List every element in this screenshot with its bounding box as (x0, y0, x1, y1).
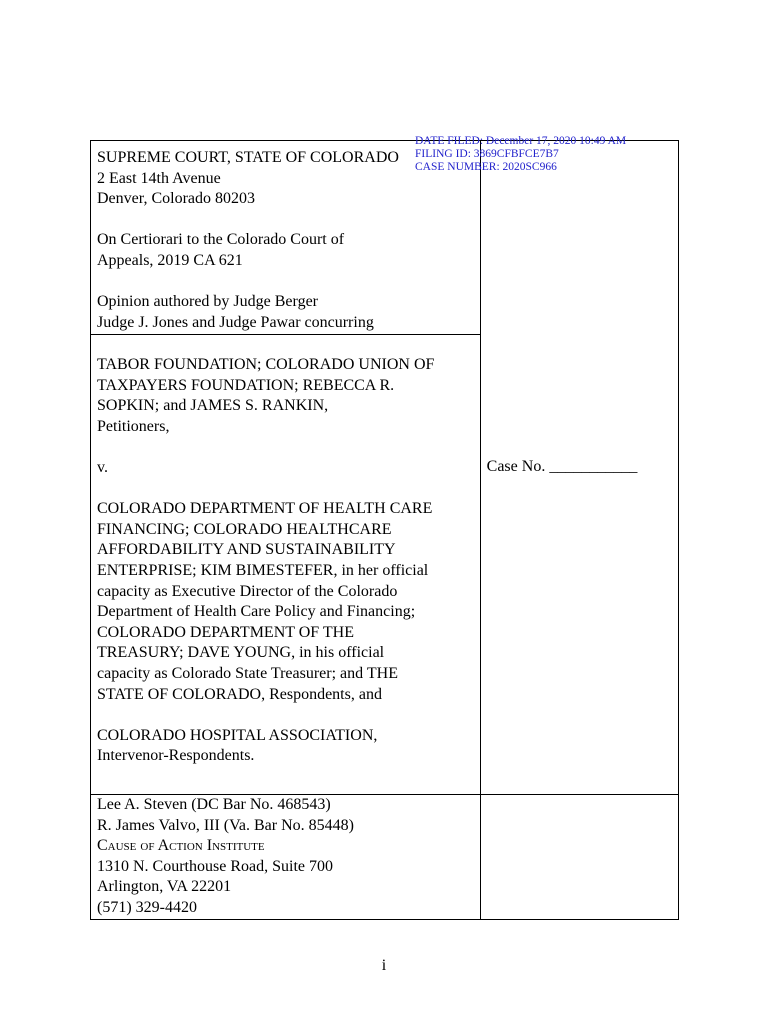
stamp-filing-id: FILING ID: 3869CFBFCE7B7 (415, 148, 559, 160)
opinion-line1: Opinion authored by Judge Berger (97, 293, 318, 311)
opinion-line2: Judge J. Jones and Judge Pawar concurring (97, 313, 374, 331)
stamp-date-filed: DATE FILED: December 17, 2020 10:49 AM (415, 135, 627, 147)
court-name: SUPREME COURT, STATE OF COLORADO (97, 149, 399, 166)
case-number-cell (480, 141, 678, 795)
respondents-line: FINANCING; COLORADO HEALTHCARE (97, 520, 392, 538)
respondents-line: TREASURY; DAVE YOUNG, in his official (97, 644, 385, 662)
court-use-cell (480, 795, 678, 920)
spacer (97, 437, 480, 458)
respondents-line: ENTERPRISE; KIM BIMESTEFER, in her official (97, 561, 429, 579)
stamp-case-number: CASE NUMBER: 2020SC966 (415, 161, 557, 173)
respondents-line: STATE OF COLORADO, Respondents, and (97, 685, 382, 703)
petitioners-line: TAXPAYERS FOUNDATION; REBECCA R. (97, 376, 395, 394)
spacer (97, 705, 480, 726)
spacer (97, 479, 480, 500)
case-number-label: Case No. ___________ (486, 458, 638, 476)
court-address-line2: Denver, Colorado 80203 (97, 190, 255, 208)
attorneys-cell (91, 795, 481, 920)
intervenor-line: COLORADO HOSPITAL ASSOCIATION, (97, 726, 378, 744)
firm-city: Arlington, VA 22201 (97, 878, 232, 896)
versus: v. (97, 458, 108, 476)
attorney-2: R. James Valvo, III (Va. Bar No. 85448) (97, 816, 354, 834)
firm-phone: (571) 329-4420 (97, 898, 197, 916)
filing-stamp (415, 135, 675, 174)
respondents-line: capacity as Executive Director of the Colorado (97, 582, 398, 600)
certiorari-line1: On Certiorari to the Colorado Court of (97, 231, 345, 249)
attorney-1: Lee A. Steven (DC Bar No. 468543) (97, 796, 331, 813)
firm-street: 1310 N. Courthouse Road, Suite 700 (97, 857, 333, 875)
respondents-line: COLORADO DEPARTMENT OF THE (97, 623, 354, 641)
spacer (97, 210, 480, 231)
petitioners-line: Petitioners, (97, 417, 170, 435)
respondents-line: capacity as Colorado State Treasurer; and THE (97, 664, 398, 682)
respondents-line: COLORADO DEPARTMENT OF HEALTH CARE (97, 500, 433, 518)
firm-name: Cause of Action Institute (97, 837, 265, 855)
certiorari-line2: Appeals, 2019 CA 621 (97, 251, 243, 269)
intervenor-line: Intervenor-Respondents. (97, 747, 255, 765)
parties-cell (91, 335, 481, 795)
respondents-line: AFFORDABILITY AND SUSTAINABILITY (97, 541, 396, 559)
petitioners-line: TABOR FOUNDATION; COLORADO UNION OF (97, 356, 435, 373)
petitioners-line: SOPKIN; and JAMES S. RANKIN, (97, 397, 329, 415)
court-address-line1: 2 East 14th Avenue (97, 169, 221, 187)
case-caption-table (90, 140, 679, 920)
respondents-line: Department of Health Care Policy and Financing; (97, 603, 416, 621)
page-number: i (381, 957, 387, 974)
spacer (97, 272, 480, 293)
